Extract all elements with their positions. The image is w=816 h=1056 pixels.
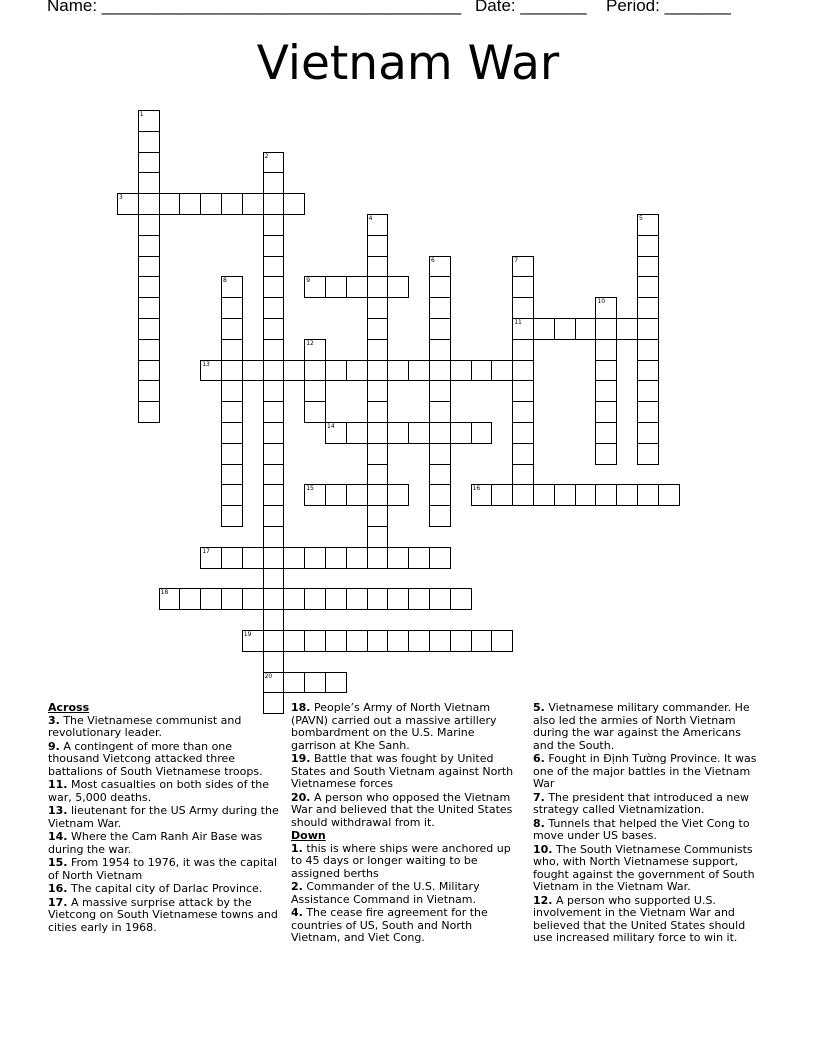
clue-text: Vietnamese military commander. He also led the armies of North Vietnam during the war against the Americans and the South. (533, 701, 750, 752)
grid-cell[interactable] (263, 443, 285, 465)
grid-cell[interactable] (491, 630, 513, 652)
clue-item (291, 881, 523, 906)
grid-cell[interactable] (304, 380, 326, 402)
clue-number: 2 (264, 152, 269, 160)
grid-cell[interactable] (283, 360, 305, 382)
grid-cell[interactable] (367, 422, 389, 444)
grid-cell[interactable] (263, 609, 285, 631)
grid-cell[interactable] (512, 401, 534, 423)
grid-cell[interactable] (346, 547, 368, 569)
clue-number-label: 17. (48, 895, 68, 909)
clue-number: 12 (306, 339, 314, 347)
grid-cell[interactable] (595, 360, 617, 382)
clue-text: From 1954 to 1976, it was the capital of North Vietnam (48, 856, 278, 882)
grid-cell[interactable] (263, 297, 285, 319)
grid-cell[interactable] (242, 193, 264, 215)
grid-cell[interactable] (387, 588, 409, 610)
grid-cell[interactable] (138, 256, 160, 278)
clue-number-label: 3. (48, 713, 60, 727)
clue-text: The Vietnamese communist and revolutionary leader. (48, 713, 242, 739)
clue-number: 3 (119, 194, 123, 202)
grid-cell[interactable] (637, 256, 659, 278)
grid-cell[interactable] (283, 672, 305, 694)
grid-cell[interactable] (429, 401, 451, 423)
clue-text: lieutenant for the US Army during the Vietnam War. (48, 804, 279, 830)
grid-cell[interactable] (263, 235, 285, 257)
grid-cell[interactable] (263, 380, 285, 402)
period-field[interactable]: Period: _______ (606, 0, 731, 15)
grid-cell[interactable] (533, 318, 555, 340)
clue-text: The cease fire agreement for the countries of US, South and North Vietnam, and Viet Cong. (291, 906, 488, 944)
grid-cell[interactable] (512, 297, 534, 319)
grid-cell[interactable] (221, 401, 243, 423)
grid-cell[interactable] (263, 339, 285, 361)
clue-item (291, 843, 523, 881)
grid-cell[interactable] (429, 339, 451, 361)
grid-cell[interactable] (533, 484, 555, 506)
grid-cell[interactable] (304, 630, 326, 652)
grid-cell[interactable] (263, 464, 285, 486)
grid-cell[interactable] (304, 401, 326, 423)
grid-cell[interactable] (408, 422, 430, 444)
clue-number: 8 (223, 277, 227, 285)
page-title: Vietnam War (256, 36, 560, 91)
grid-cell[interactable] (512, 360, 534, 382)
clue-text: Commander of the U.S. Military Assistance Command in Vietnam. (291, 880, 480, 906)
grid-cell[interactable] (263, 256, 285, 278)
grid-cell[interactable] (283, 630, 305, 652)
grid-cell[interactable] (221, 297, 243, 319)
grid-cell[interactable] (471, 630, 493, 652)
grid-cell[interactable] (595, 443, 617, 465)
clue-item (48, 883, 284, 896)
grid-cell[interactable] (263, 588, 285, 610)
clue-text: Fought in Định Tường Province. It was one of the major battles in the Vietnam War (533, 752, 757, 790)
grid-cell[interactable] (595, 484, 617, 506)
grid-cell[interactable] (263, 630, 285, 652)
grid-cell[interactable] (346, 422, 368, 444)
clue-item (533, 818, 765, 843)
grid-cell[interactable] (346, 276, 368, 298)
across-heading: Across (48, 701, 90, 714)
grid-cell[interactable] (450, 630, 472, 652)
grid-cell[interactable] (179, 193, 201, 215)
grid-cell[interactable] (429, 484, 451, 506)
clue-text: The South Vietnamese Communists who, with North Vietnamese support, fought against the government of South Vietnam in the Vietnam War. (533, 842, 755, 893)
clue-item (291, 702, 523, 752)
clue-number: 16 (472, 485, 481, 493)
grid-cell[interactable] (367, 401, 389, 423)
grid-cell[interactable] (367, 276, 389, 298)
clue-item (48, 857, 284, 882)
clue-text: The president that introduced a new strategy called Vietnamization. (533, 790, 750, 816)
clue-item (533, 792, 765, 817)
grid-cell[interactable] (221, 505, 243, 527)
grid-cell[interactable] (138, 131, 160, 153)
grid-cell[interactable] (512, 422, 534, 444)
grid-cell[interactable] (346, 360, 368, 382)
grid-cell[interactable] (304, 672, 326, 694)
grid-cell[interactable] (387, 422, 409, 444)
grid-cell[interactable] (429, 630, 451, 652)
clue-item (48, 805, 284, 830)
clue-number-label: 6. (533, 752, 545, 765)
clue-number-label: 2. (291, 880, 303, 893)
clue-number: 17 (202, 547, 210, 555)
grid-cell[interactable] (367, 630, 389, 652)
grid-cell[interactable] (408, 588, 430, 610)
clue-number-label: 1. (291, 841, 303, 855)
clue-number: 7 (514, 256, 519, 264)
grid-cell[interactable] (554, 484, 576, 506)
clue-item (48, 897, 284, 935)
grid-cell[interactable] (221, 422, 243, 444)
grid-cell[interactable] (450, 422, 472, 444)
clue-item (48, 741, 284, 779)
grid-cell[interactable] (138, 297, 160, 319)
clue-item (291, 907, 523, 945)
grid-cell[interactable] (637, 401, 659, 423)
clue-number-label: 18. (291, 701, 311, 714)
grid-cell[interactable] (429, 318, 451, 340)
grid-cell[interactable] (408, 547, 430, 569)
grid-cell[interactable] (221, 380, 243, 402)
clue-number: 6 (431, 256, 435, 264)
grid-cell[interactable] (263, 214, 285, 236)
grid-cell[interactable] (325, 630, 347, 652)
grid-cell[interactable] (263, 401, 285, 423)
grid-cell[interactable] (616, 318, 638, 340)
grid-cell[interactable] (595, 318, 617, 340)
grid-cell[interactable] (429, 464, 451, 486)
grid-cell[interactable] (367, 256, 389, 278)
grid-cell[interactable] (138, 401, 160, 423)
grid-cell[interactable] (387, 276, 409, 298)
clue-number: 5 (639, 215, 643, 222)
name-field[interactable]: Name: ______________________________________ (47, 0, 462, 15)
grid-cell[interactable] (304, 547, 326, 569)
grid-cell[interactable] (325, 588, 347, 610)
clue-number-label: 16. (48, 882, 68, 895)
grid-cell[interactable] (491, 484, 513, 506)
grid-cell[interactable] (263, 568, 285, 590)
grid-cell[interactable] (138, 360, 160, 382)
grid-cell[interactable] (283, 547, 305, 569)
grid-cell[interactable] (429, 505, 451, 527)
grid-cell[interactable] (429, 588, 451, 610)
clue-number-label: 20. (291, 790, 311, 804)
grid-cell[interactable] (263, 193, 285, 215)
grid-cell[interactable] (263, 505, 285, 527)
grid-cell[interactable] (325, 672, 347, 694)
grid-cell[interactable] (429, 422, 451, 444)
grid-cell[interactable] (512, 443, 534, 465)
grid-cell[interactable] (221, 339, 243, 361)
grid-cell[interactable] (200, 588, 222, 610)
grid-cell[interactable] (491, 360, 513, 382)
clue-item (533, 895, 765, 945)
clue-item (48, 715, 284, 740)
clue-text: Tunnels that helped the Viet Cong to move under US bases. (533, 816, 750, 842)
clue-item (533, 844, 765, 894)
grid-cell[interactable] (242, 588, 264, 610)
grid-cell[interactable] (637, 484, 659, 506)
down-heading: Down (291, 829, 326, 842)
clue-text: A person who supported U.S. involvement in the Vietnam War and believed that the United States should use increased military force to win it. (533, 893, 746, 944)
clue-text: A person who opposed the Vietnam War and believed that the United States should withdrawal from it. (291, 790, 513, 829)
grid-cell[interactable] (367, 380, 389, 402)
grid-cell[interactable] (450, 360, 472, 382)
grid-cell[interactable] (325, 484, 347, 506)
grid-cell[interactable] (221, 193, 243, 215)
grid-cell[interactable] (283, 588, 305, 610)
grid-cell[interactable] (138, 276, 160, 298)
grid-cell[interactable] (512, 339, 534, 361)
grid-cell[interactable] (367, 505, 389, 527)
clue-text: A contingent of more than one thousand Vietcong attacked three battalions of South Vietnamese troops. (48, 739, 263, 778)
grid-cell[interactable] (367, 464, 389, 486)
grid-cell[interactable] (637, 360, 659, 382)
clue-number-label: 12. (533, 893, 553, 907)
clue-number: 19 (243, 631, 252, 638)
clue-item (291, 753, 523, 791)
grid-cell[interactable] (429, 297, 451, 319)
grid-cell[interactable] (221, 318, 243, 340)
grid-cell[interactable] (595, 422, 617, 444)
clue-text: The capital city of Darlac Province. (67, 882, 263, 895)
clue-number: 14 (327, 423, 335, 430)
grid-cell[interactable] (263, 276, 285, 298)
grid-cell[interactable] (283, 193, 305, 215)
grid-cell[interactable] (346, 588, 368, 610)
clue-number-label: 11. (48, 778, 68, 791)
clue-number: 18 (160, 589, 169, 597)
grid-cell[interactable] (512, 380, 534, 402)
grid-cell[interactable] (346, 484, 368, 506)
clue-number-label: 9. (48, 739, 60, 753)
grid-cell[interactable] (138, 339, 160, 361)
grid-cell[interactable] (221, 464, 243, 486)
clue-number: 13 (202, 360, 210, 368)
grid-cell[interactable] (512, 464, 534, 486)
clue-number-label: 5. (533, 701, 545, 714)
grid-cell[interactable] (575, 484, 597, 506)
grid-cell[interactable] (429, 443, 451, 465)
grid-cell[interactable] (367, 588, 389, 610)
clue-number: 10 (597, 298, 606, 306)
clue-number: 20 (264, 672, 273, 680)
grid-cell[interactable] (637, 276, 659, 298)
grid-cell[interactable] (367, 297, 389, 319)
clue-text: Battle that was fought by United States and South Vietnam against North Vietnamese forces (291, 752, 514, 790)
grid-cell[interactable] (471, 422, 493, 444)
grid-cell[interactable] (367, 339, 389, 361)
grid-cell[interactable] (367, 484, 389, 506)
clue-item (48, 779, 284, 804)
grid-cell[interactable] (658, 484, 680, 506)
grid-cell[interactable] (304, 360, 326, 382)
clue-number-label: 13. (48, 804, 68, 817)
grid-cell[interactable] (263, 651, 285, 673)
clue-number-label: 10. (533, 842, 553, 856)
grid-cell[interactable] (595, 380, 617, 402)
grid-cell[interactable] (367, 526, 389, 548)
grid-cell[interactable] (263, 547, 285, 569)
grid-cell[interactable] (263, 360, 285, 382)
grid-cell[interactable] (179, 588, 201, 610)
grid-cell[interactable] (159, 193, 181, 215)
grid-cell[interactable] (616, 484, 638, 506)
clue-text: A massive surprise attack by the Vietcong on South Vietnamese towns and cities early in 1968. (48, 895, 278, 934)
grid-cell[interactable] (408, 360, 430, 382)
clue-item (533, 753, 765, 791)
grid-cell[interactable] (429, 380, 451, 402)
grid-cell[interactable] (138, 318, 160, 340)
date-field[interactable]: Date: _______ (475, 0, 587, 15)
grid-cell[interactable] (325, 360, 347, 382)
grid-cell[interactable] (304, 588, 326, 610)
clue-number-label: 14. (48, 830, 68, 843)
grid-cell[interactable] (637, 443, 659, 465)
grid-cell[interactable] (367, 547, 389, 569)
grid-cell[interactable] (471, 360, 493, 382)
grid-cell[interactable] (263, 526, 285, 548)
grid-cell[interactable] (429, 360, 451, 382)
grid-cell[interactable] (387, 484, 409, 506)
grid-cell[interactable] (221, 547, 243, 569)
grid-cell[interactable] (408, 630, 430, 652)
grid-cell[interactable] (263, 318, 285, 340)
grid-cell[interactable] (221, 588, 243, 610)
grid-cell[interactable] (325, 276, 347, 298)
grid-cell[interactable] (387, 360, 409, 382)
grid-cell[interactable] (595, 401, 617, 423)
grid-cell[interactable] (429, 547, 451, 569)
grid-cell[interactable] (367, 235, 389, 257)
clue-item (533, 702, 765, 752)
clue-number-label: 19. (291, 752, 311, 765)
grid-cell[interactable] (637, 297, 659, 319)
grid-cell[interactable] (512, 276, 534, 298)
grid-cell[interactable] (138, 380, 160, 402)
clue-number: 11 (514, 319, 522, 326)
grid-cell[interactable] (387, 630, 409, 652)
grid-cell[interactable] (367, 318, 389, 340)
grid-cell[interactable] (325, 547, 347, 569)
grid-cell[interactable] (637, 339, 659, 361)
grid-cell[interactable] (263, 172, 285, 194)
clue-text: Where the Cam Ranh Air Base was during the war. (48, 830, 263, 856)
grid-cell[interactable] (138, 193, 160, 215)
clue-column-3 (533, 702, 765, 946)
grid-cell[interactable] (138, 172, 160, 194)
grid-cell[interactable] (221, 484, 243, 506)
grid-cell[interactable] (221, 360, 243, 382)
grid-cell[interactable] (263, 484, 285, 506)
grid-cell[interactable] (387, 547, 409, 569)
clue-item (48, 831, 284, 856)
clue-number: 9 (306, 277, 311, 285)
clue-column-1 (48, 702, 284, 935)
grid-cell[interactable] (637, 422, 659, 444)
clue-number-label: 15. (48, 856, 68, 869)
clue-number: 4 (368, 215, 373, 222)
grid-cell[interactable] (637, 235, 659, 257)
grid-cell[interactable] (138, 214, 160, 236)
grid-cell[interactable] (242, 547, 264, 569)
grid-cell[interactable] (138, 235, 160, 257)
grid-cell[interactable] (346, 630, 368, 652)
grid-cell[interactable] (263, 422, 285, 444)
clue-number: 1 (139, 111, 144, 118)
clue-number-label: 4. (291, 906, 303, 919)
grid-cell[interactable] (367, 443, 389, 465)
grid-cell[interactable] (242, 360, 264, 382)
clue-number-label: 8. (533, 816, 545, 830)
grid-cell[interactable] (595, 339, 617, 361)
grid-cell[interactable] (575, 318, 597, 340)
clue-number: 15 (306, 485, 314, 493)
clue-text: Most casualties on both sides of the war, 5,000 deaths. (48, 778, 270, 804)
grid-cell[interactable] (554, 318, 576, 340)
clue-text: this is where ships were anchored up to 45 days or longer waiting to be assigned berths (291, 841, 511, 880)
clue-column-2 (291, 702, 523, 946)
grid-cell[interactable] (367, 360, 389, 382)
clue-number-label: 7. (533, 790, 545, 804)
grid-cell[interactable] (450, 588, 472, 610)
clue-text: People’s Army of North Vietnam (PAVN) carried out a massive artillery bombardment on the U.S. Marine garrison at Khe Sanh. (291, 701, 497, 752)
grid-cell[interactable] (512, 484, 534, 506)
grid-cell[interactable] (200, 193, 222, 215)
grid-cell[interactable] (138, 152, 160, 174)
clue-item (291, 792, 523, 830)
grid-cell[interactable] (221, 443, 243, 465)
grid-cell[interactable] (637, 318, 659, 340)
grid-cell[interactable] (637, 380, 659, 402)
grid-cell[interactable] (429, 276, 451, 298)
